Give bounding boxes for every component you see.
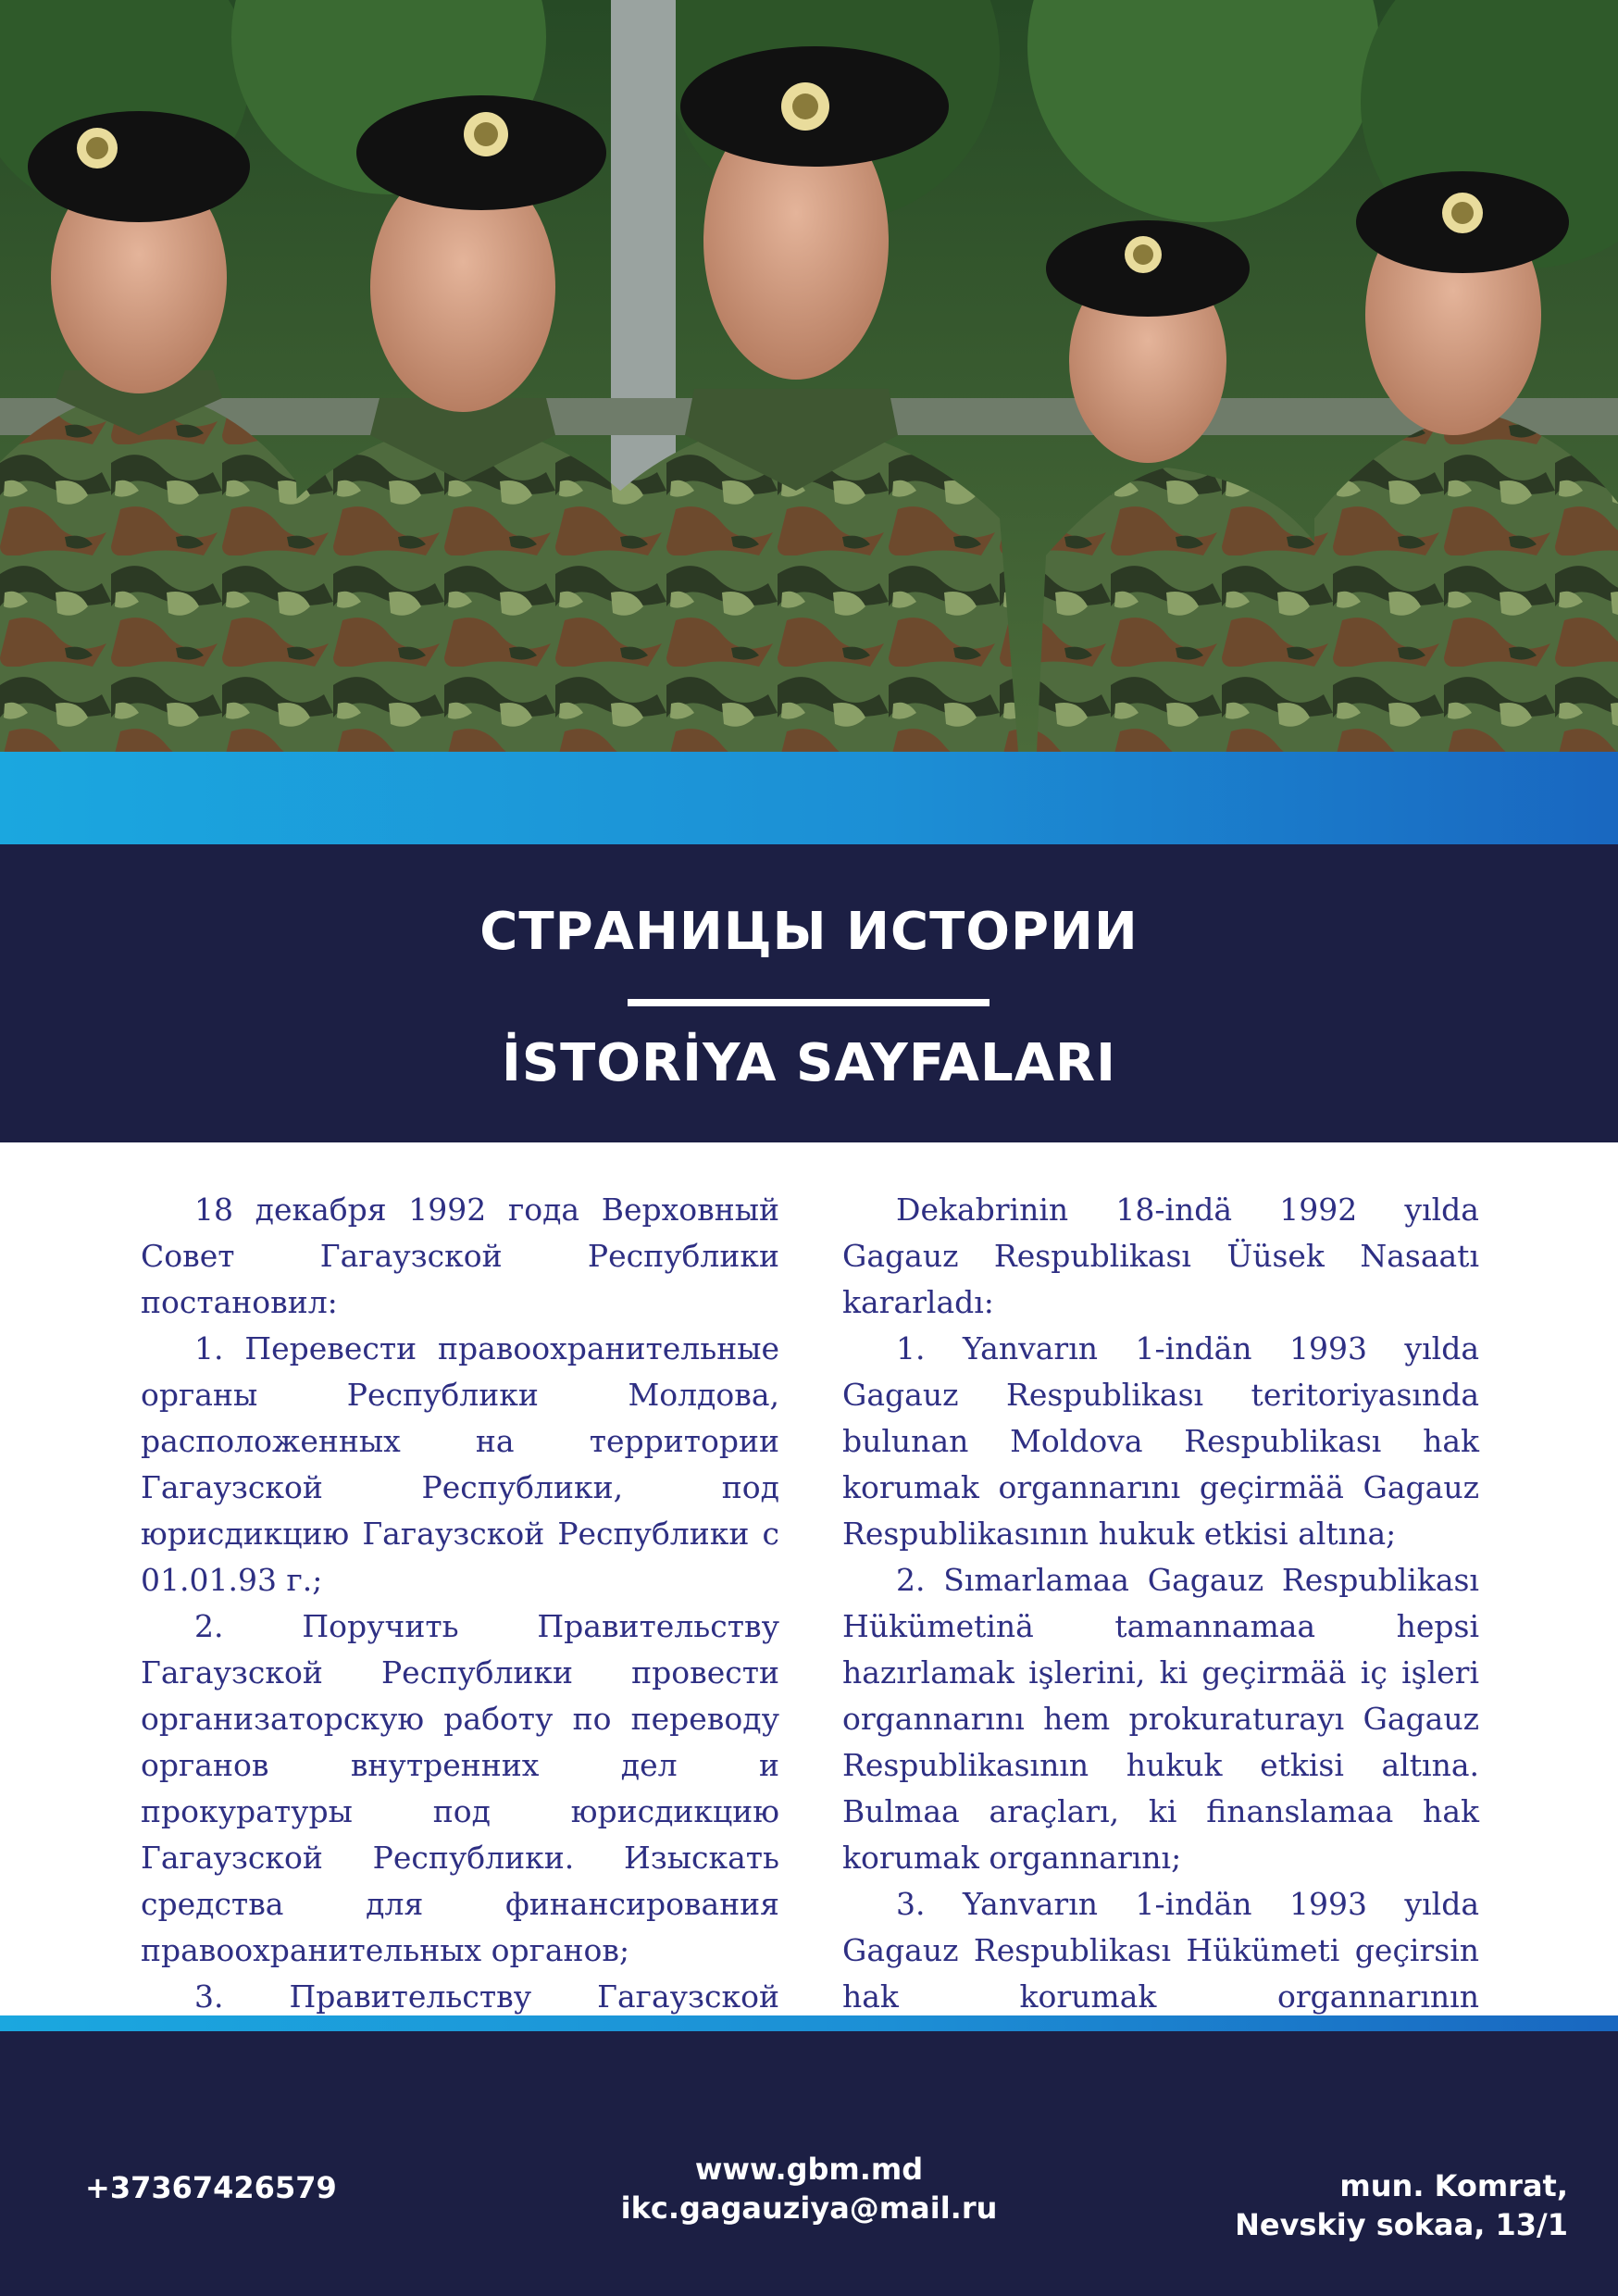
- paragraph: 1. Yanvarın 1-indän 1993 yılda Gagauz Respublikası teritoriyasında bulunan Moldova Respublikası hak korumak organnarını geçirmää Gagauz Respublikasının hukuk etkisi altına;: [842, 1330, 1479, 1552]
- top-accent-stripe: [0, 752, 1618, 844]
- gagauz-text-column: [842, 1187, 1479, 2066]
- footer-address-line2: Nevskiy sokaa, 13/1: [1235, 2207, 1568, 2242]
- russian-text-column: [141, 1187, 779, 2159]
- footer-address-line1: mun. Komrat,: [1339, 2168, 1568, 2203]
- title-russian: СТРАНИЦЫ ИСТОРИИ: [479, 902, 1139, 962]
- paragraph: 1. Перевести правоохранительные органы Республики Молдова, расположенных на территории Гагаузской Республики, под юрисдикцию Гагаузской Республики с 01.01.93 г.;: [141, 1330, 779, 1598]
- paragraph: 2. Sımarlamaa Gagauz Respublikası Hükümetinä tamannamaa hepsi hazırlamak işlerini, ki geçirmää iç işleri organnarını hem prokuraturayı Gagauz Respublikasının hukuk etkisi altına. Bulmaa araçları, ki finanslamaa hak korumak organnarını;: [842, 1562, 1479, 1876]
- footer-website-link[interactable]: www.gbm.md: [694, 2152, 924, 2187]
- paragraph: Dekabrinin 18-indä 1992 yılda Gagauz Respublikası Üüsek Nasaatı kararladı:: [842, 1192, 1479, 1320]
- paragraph: 3. Правительству Гагаузской: [194, 1978, 779, 2015]
- title-band: [0, 844, 1618, 1142]
- title-gagauz: İSTORİYA SAYFALARI: [502, 1033, 1116, 1093]
- footer-phone: +37367426579: [85, 2170, 337, 2205]
- footer-email-link[interactable]: ikc.gagauziya@mail.ru: [620, 2190, 998, 2226]
- footer: [0, 2031, 1618, 2296]
- hero-photo: [0, 0, 1618, 752]
- paragraph: 3. Yanvarın 1-indän 1993 yılda Gagauz Respublikası Hükümeti geçirsin hak korumak organnarının: [842, 1886, 1479, 2015]
- footer-contacts: [531, 2150, 1087, 2227]
- paragraph: 2. Поручить Правительству Гагаузской Республики провести организаторскую работу по переводу органов внутренних дел и прокуратуры под юрисдикцию Гагаузской Республики. Изыскать средства для финансирования правоохранительных органов;: [141, 1608, 779, 1968]
- title-divider: [628, 999, 989, 1006]
- paragraph: 18 декабря 1992 года Верховный Совет Гагаузской Республики постановил:: [141, 1192, 779, 1320]
- bottom-accent-stripe: [0, 2015, 1618, 2031]
- footer-address: [1235, 2166, 1568, 2244]
